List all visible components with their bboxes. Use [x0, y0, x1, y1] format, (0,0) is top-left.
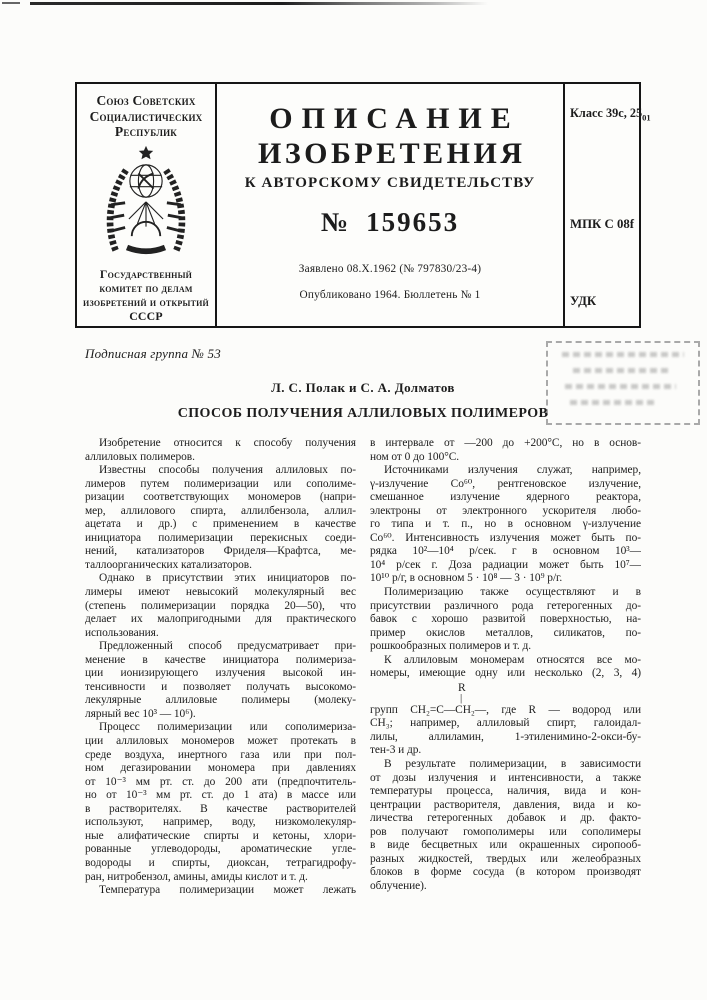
right-column — [370, 437, 641, 898]
text-line: Полимеризацию также осуществляют и в — [384, 586, 641, 599]
text-line: лярный вес 10³ — 10⁶). — [85, 707, 196, 720]
text-line: в виде бесцветных или окрашенных сиропооб- — [370, 839, 641, 852]
stamp-smudge-row — [573, 368, 671, 373]
document-kind-subtitle: К АВТОРСКОМУ СВИДЕТЕЛЬСТВУ — [244, 175, 536, 191]
body-text — [85, 437, 641, 898]
text-line: Температура полимеризации может лежать — [99, 884, 356, 897]
country-name — [90, 93, 203, 140]
text-line: разных жидкостей, твердых или желеобразных — [370, 852, 641, 865]
stamp-smudge-row — [570, 400, 657, 405]
text-line: В результате полимеризации, в зависимости — [384, 758, 641, 771]
text-line: аллиловых полимеров. — [85, 450, 195, 463]
text-line: ацетата и др.) с применением в качестве — [85, 518, 356, 531]
text-line: от дозы излучения и интенсивности, а также — [370, 771, 641, 784]
text-line: рошкообразных полимеров и т. д. — [370, 640, 531, 653]
numero-sign: № — [320, 207, 349, 237]
text-line: номеры, имеющие одну или несколько (2, 3, 4) — [370, 667, 641, 680]
formula-bond-bar: | — [460, 691, 463, 704]
invention-title: СПОСОБ ПОЛУЧЕНИЯ АЛЛИЛОВЫХ ПОЛИМЕРОВ — [177, 406, 549, 421]
text-line: таллоорганических катализаторов. — [85, 558, 252, 571]
header-center-cell — [217, 84, 563, 326]
text-line: делает их малопригодными для практического — [85, 613, 356, 626]
text-line: СН₃; например, аллиловый спирт, галоидал- — [370, 717, 641, 730]
patent-class-label: Класс 39с, 25 — [570, 106, 643, 120]
text-line: ном от 0 до 100°С. — [370, 450, 460, 463]
text-line: ции ионизирующего излучения высокой ин- — [85, 667, 356, 680]
text-line: ции аллиловых мономеров может протекать в — [85, 735, 356, 748]
left-column — [85, 437, 356, 898]
text-line: Известны способы получения аллиловых по- — [99, 464, 356, 477]
text-line: ров получают гомополимеры или сополимеры — [370, 825, 641, 838]
text-line: Однако в присутствии этих инициаторов по- — [99, 572, 356, 585]
committee-name — [83, 267, 209, 323]
text-line: комитет по делам — [99, 280, 193, 295]
text-line: Предложенный способ предусматривает при- — [99, 640, 356, 653]
text-line: рованные углеводороды, ароматические угле- — [85, 843, 356, 856]
text-line: пример окислов металлов, силикатов, по- — [370, 626, 641, 639]
text-line: личества гетерогенных добавок и др. факто- — [370, 812, 641, 825]
text-line: (степень полимеризации порядка 20—50), что — [85, 599, 356, 612]
udk-label: УДК — [570, 294, 597, 309]
document-kind-title-line1: ОПИСАНИЕ — [269, 102, 520, 135]
text-line: использования. — [85, 626, 159, 639]
patent-class — [570, 106, 651, 123]
text-line: центрации растворителя, давления, вида и ко- — [370, 798, 641, 811]
text-line: лилы, аллиламин, 1-этиленимино-2-окси-бу- — [370, 730, 641, 743]
text-line: изобретений и открытий — [83, 294, 209, 309]
published-date-line: Опубликовано 1964. Бюллетень № 1 — [299, 289, 481, 301]
text-line: бавок с хорошо развитой поверхностью, на- — [370, 613, 641, 626]
text-line: в интервале от —200 до +200°С, но в основ- — [370, 437, 641, 449]
text-line: ризации соответствующих мономеров (напри- — [85, 491, 356, 504]
patent-class-subscript: 01 — [642, 112, 651, 123]
text-line: используют, например, воду, низкомолекуляр- — [85, 816, 356, 829]
text-line: лимеров путем полимеризации или сополиме- — [85, 477, 356, 490]
text-line: 10¹⁰ р/г, в основном 5 · 10⁸ — 3 · 10⁹ р/г. — [370, 572, 563, 585]
text-line: мер, аллилового спирта, аллилбензола, аллил- — [85, 504, 356, 517]
text-line: лимеры имеют невысокий молекулярный вес — [85, 586, 356, 599]
chemical-formula-radical — [370, 683, 641, 703]
text-line: Со⁶⁰. Интенсивность излучения может быть по- — [370, 531, 641, 544]
text-line: ран, нитробензол, амины, амиды кислот и т. д. — [85, 870, 308, 883]
text-line: тенсивности и позволяет получать высокомо- — [85, 680, 356, 693]
formula-r-label: R — [458, 681, 466, 694]
soviet-coat-of-arms-icon — [98, 144, 194, 261]
text-line: нений, катализаторов Фриделя—Крафтса, ме- — [85, 545, 356, 558]
patent-number — [217, 207, 563, 238]
text-line: от 10⁻³ мм рт. ст. до 200 ати (предпочтитель- — [85, 775, 356, 788]
text-line: рядка 10²—10⁴ р/сек. г в основном 10³— — [370, 545, 641, 558]
text-line: присутствии различного рода гетерогенных до- — [370, 599, 641, 612]
text-line: Союз Советских — [96, 93, 196, 108]
scan-artifact-dash — [2, 2, 20, 4]
text-line: ном дегазировании мономера при давлениях — [85, 762, 356, 775]
mpk-code: МПК С 08f — [570, 217, 635, 232]
text-line: облучение). — [370, 879, 427, 892]
header-box — [75, 82, 651, 328]
text-line: менение в качестве инициатора полимериза- — [85, 653, 356, 666]
header-right-cell — [563, 84, 651, 326]
text-line: температуры процесса, наличия, вида и кон- — [370, 785, 641, 798]
text-line: инициатора полимеризации перекисных соеди- — [85, 531, 356, 544]
patent-number-digits: 159653 — [366, 207, 460, 237]
subscription-group: Подписная группа № 53 — [85, 346, 221, 361]
text-line: 10⁴ р/сек г. Доза радиации может быть 10⁷— — [370, 558, 641, 571]
authors-line: Л. С. Полак и С. А. Долматов — [271, 380, 455, 395]
filed-date-line: Заявлено 08.X.1962 (№ 797830/23-4) — [298, 263, 482, 275]
text-line: но от 10⁻³ мм рт. ст. до 1 ата) в массе или — [85, 789, 356, 802]
text-line: Социалистических — [89, 108, 203, 124]
text-line: ные алифатические спирты и кетоны, хлори- — [85, 829, 356, 842]
text-line: блоков в форме сосуда (в котором производят — [370, 866, 641, 879]
document-kind-title-line2: ИЗОБРЕТЕНИЯ — [257, 137, 526, 170]
text-line: в растворителях. В качестве растворителей — [85, 802, 356, 815]
text-line: К аллиловым мономерам относятся все мо- — [384, 653, 641, 666]
text-line: Республик — [114, 124, 178, 139]
text-line: водороды и спирты, диоксан, тетрагидрофу- — [85, 856, 356, 869]
text-line: среде воздуха, инертного газа или при пол- — [85, 748, 356, 761]
text-line: Процесс полимеризации или сополимериза- — [99, 721, 356, 734]
text-line: Изобретение относится к способу получения — [99, 437, 356, 449]
stamp-smudge-row — [562, 352, 683, 357]
text-line: смешанное излучение ядерного реактора, — [370, 491, 641, 504]
text-line: СССР — [129, 308, 163, 323]
text-line: го типа и т. п., но в основном γ-излучение — [370, 518, 641, 531]
header-left-cell — [77, 84, 217, 326]
text-line: γ-излучение Со⁶⁰, рентгеновское излучение, — [370, 477, 641, 490]
text-line: Источниками излучения служат, например, — [384, 464, 641, 477]
text-line: групп СН₂=С—СН₂—, где R — водород или — [370, 703, 641, 716]
text-line: тен-3 и др. — [370, 744, 422, 757]
text-line: Государственный — [99, 266, 193, 281]
text-line: лекулярные аллиловые полимеры (молеку- — [85, 694, 356, 707]
text-line: электроны от электронного ускорителя любо- — [370, 504, 641, 517]
scan-artifact-line — [30, 2, 488, 5]
